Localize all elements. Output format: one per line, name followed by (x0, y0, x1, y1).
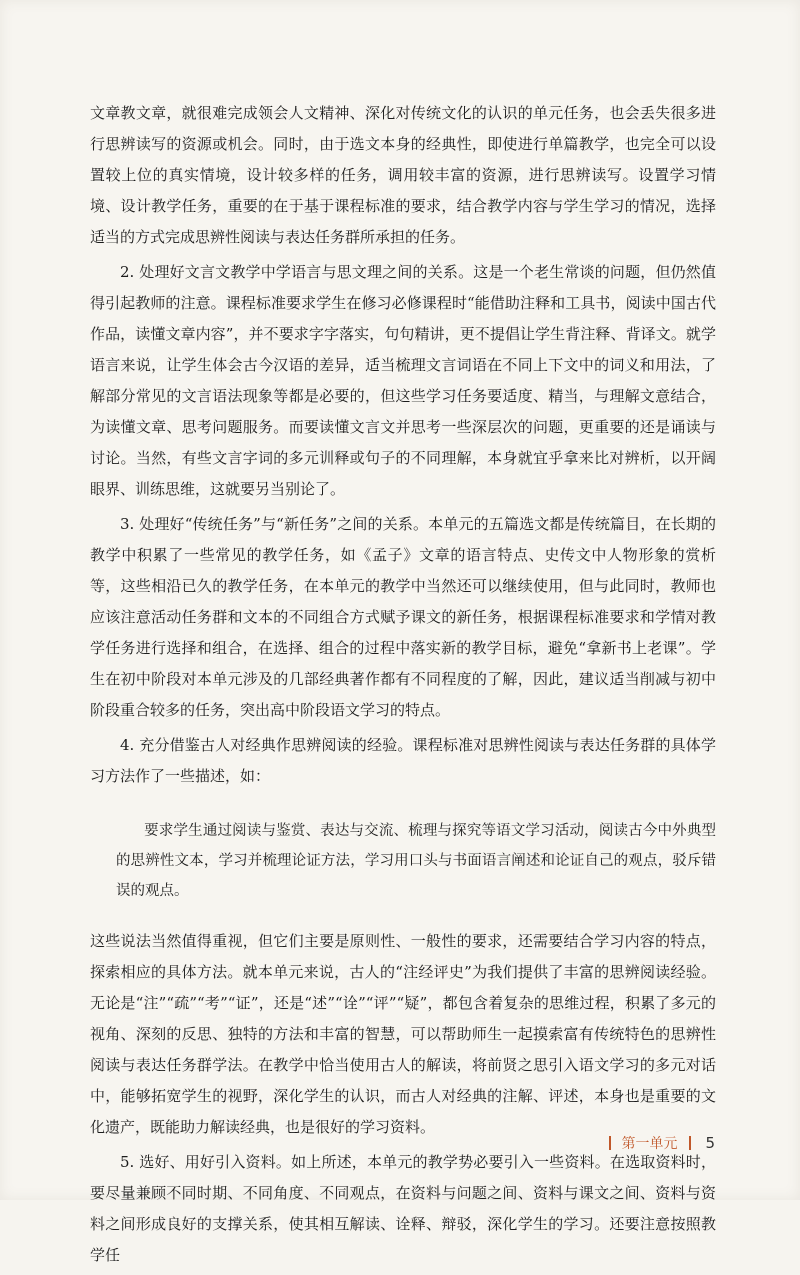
footer-divider (609, 1136, 611, 1150)
paragraph: 文章教文章，就很难完成领会人文精神、深化对传统文化的认识的单元任务，也会丢失很多进行思辨读写的资源或机会。同时，由于选文本身的经典性，即使进行单篇教学，也完全可以设置较上位的真实情境，设计较多样的任务，调用较丰富的资源，进行思辨读写。设置学习情境、设计教学任务，重要的在于基于课程标准的要求，结合教学内容与学生学习的情况，选择适当的方式完成思辨性阅读与表达任务群所承担的任务。 (90, 104, 716, 246)
page-number: 5 (705, 1134, 715, 1152)
paragraph-point-2: 2. 处理好文言文教学中学语言与思文理之间的关系。这是一个老生常谈的问题，但仍然值得引起教师的注意。课程标准要求学生在修习必修课程时“能借助注释和工具书，阅读中国古代作品，读懂文章内容”，并不要求字字落实，句句精讲，更不提倡让学生背注释、背译文。就学语言来说，让学生体会古今汉语的差异，适当梳理文言词语在不同上下文中的词义和用法，了解部分常见的文言语法现象等都是必要的，但这些学习任务要适度、精当，与理解文意结合，为读懂文章、思考问题服务。而要读懂文言文并思考一些深层次的问题，更重要的还是诵读与讨论。当然，有些文言字词的多元训释或句子的不同理解，本身就宜乎拿来比对辨析，以开阔眼界、训练思维，这就要另当别论了。 (90, 263, 716, 498)
paragraph-point-4: 4. 充分借鉴古人对经典作思辨阅读的经验。课程标准对思辨性阅读与表达任务群的具体学习方法作了一些描述，如： (90, 736, 716, 785)
page-footer (609, 1133, 715, 1153)
unit-label: 第一单元 (621, 1136, 678, 1152)
block-quote-text: 要求学生通过阅读与鉴赏、表达与交流、梳理与探究等语文学习活动，阅读古今中外典型的思辨性文本，学习并梳理论证方法，学习用口头与书面语言阐述和论证自己的观点，驳斥错误的观点。 (116, 823, 716, 899)
paragraph: 这些说法当然值得重视，但它们主要是原则性、一般性的要求，还需要结合学习内容的特点，探索相应的具体方法。就本单元来说，古人的“注经评史”为我们提供了丰富的思辨阅读经验。无论是“注”“疏”“考”“证”，还是“述”“诠”“评”“疑”，都包含着复杂的思维过程，积累了多元的视角、深刻的反思、独特的方法和丰富的智慧，可以帮助师生一起摸索富有传统特色的思辨性阅读与表达任务群学法。在教学中恰当使用古人的解读，将前贤之思引入语文学习的多元对话中，能够拓宽学生的视野，深化学生的认识，而古人对经典的注解、评述，本身也是重要的文化遗产，既能助力解读经典，也是很好的学习资料。 (90, 932, 716, 1136)
paragraph-point-3: 3. 处理好“传统任务”与“新任务”之间的关系。本单元的五篇选文都是传统篇目，在长期的教学中积累了一些常见的教学任务，如《孟子》文章的语言特点、史传文中人物形象的赏析等，这些相沿已久的教学任务，在本单元的教学中当然还可以继续使用，但与此同时，教师也应该注意活动任务群和文本的不同组合方式赋予课文的新任务，根据课程标准要求和学情对教学任务进行选择和组合，在选择、组合的过程中落实新的教学目标，避免“拿新书上老课”。学生在初中阶段对本单元涉及的几部经典著作都有不同程度的了解，因此，建议适当削减与初中阶段重合较多的任务，突出高中阶段语文学习的特点。 (90, 515, 716, 719)
body-text (90, 98, 716, 1275)
paragraph-point-5: 5. 选好、用好引入资料。如上所述，本单元的教学势必要引入一些资料。在选取资料时，要尽量兼顾不同时期、不同角度、不同观点，在资料与问题之间、资料与课文之间、资料与资料之间形成良好的支撑关系，使其相互解读、诠释、辩驳，深化学生的学习。还要注意按照教学任 (90, 1153, 716, 1264)
footer-divider (689, 1136, 691, 1150)
block-quote (90, 816, 716, 906)
